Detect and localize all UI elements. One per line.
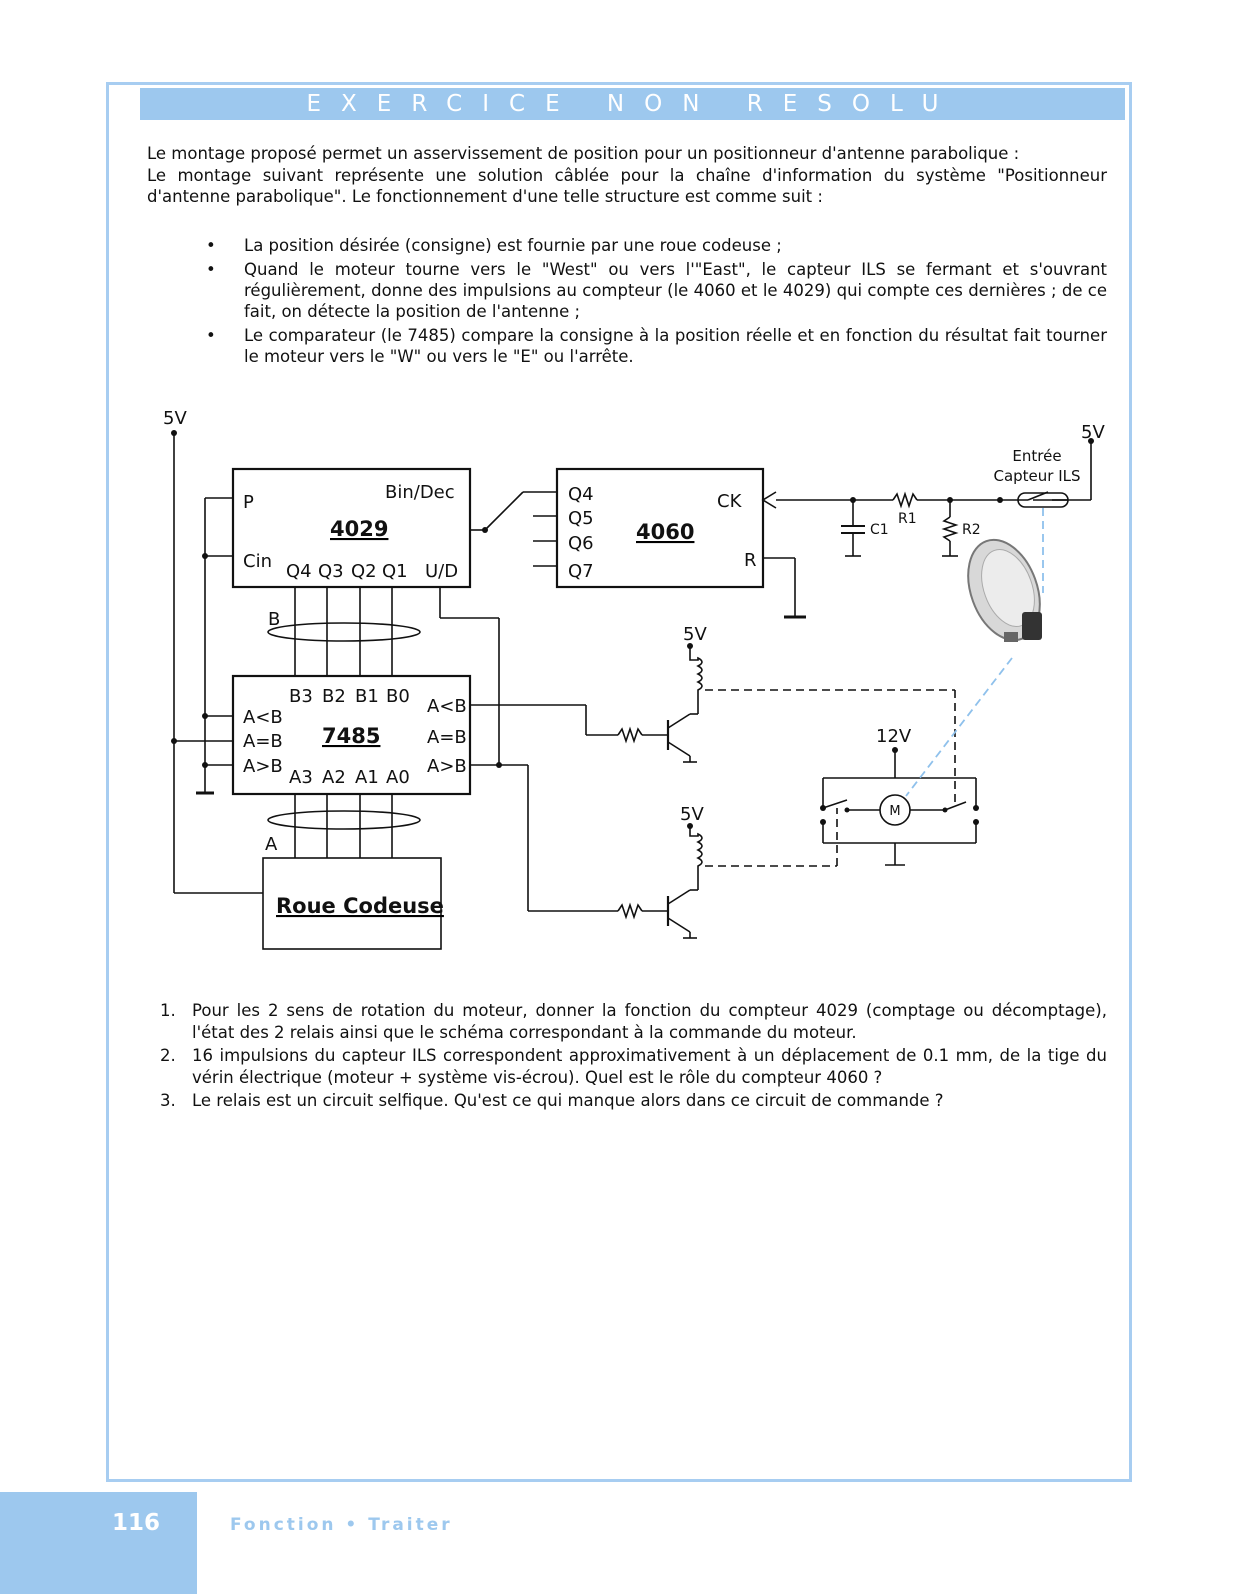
supply-5v-relay1: 5V bbox=[683, 624, 707, 645]
r2-label: R2 bbox=[962, 522, 981, 538]
pin-a3: A3 bbox=[289, 767, 313, 788]
ic-7485-name: 7485 bbox=[322, 724, 381, 748]
pin-b2: B2 bbox=[322, 686, 346, 707]
pin-out-eq: A=B bbox=[427, 727, 467, 748]
pin-in-lt: A<B bbox=[243, 707, 283, 728]
ic-4060-name: 4060 bbox=[636, 520, 695, 544]
bullet-icon: • bbox=[206, 326, 216, 345]
bus-a-label: A bbox=[265, 834, 278, 855]
bullet-list bbox=[204, 235, 1107, 370]
pin-4060-q7: Q7 bbox=[568, 561, 594, 582]
pin-4060-q4: Q4 bbox=[568, 484, 594, 505]
pin-out-gt: A>B bbox=[427, 756, 467, 777]
roue-codeuse-label: Roue Codeuse bbox=[276, 894, 444, 918]
pin-4029-q1: Q1 bbox=[382, 561, 408, 582]
circuit-diagram bbox=[150, 400, 1110, 960]
ic-4029-name: 4029 bbox=[330, 517, 389, 541]
motor-label: M bbox=[889, 804, 901, 819]
pin-ud: U/D bbox=[425, 561, 459, 582]
pin-4029-q2: Q2 bbox=[351, 561, 377, 582]
pin-4060-q5: Q5 bbox=[568, 508, 594, 529]
pin-in-eq: A=B bbox=[243, 731, 283, 752]
pin-bin-dec: Bin/Dec bbox=[385, 482, 455, 503]
exercise-title: EXERCICE NON RESOLU bbox=[140, 88, 1125, 120]
list-item: • La position désirée (consigne) est fournie par une roue codeuse ; bbox=[206, 236, 782, 255]
pin-out-lt: A<B bbox=[427, 696, 467, 717]
list-item: 3. Le relais est un circuit selfique. Qu'est ce qui manque alors dans ce circuit de commande ? bbox=[160, 1091, 944, 1110]
pin-p: P bbox=[243, 492, 254, 513]
page-number: 116 bbox=[112, 1510, 161, 1536]
supply-5v-relay2: 5V bbox=[680, 804, 704, 825]
bullet-icon: • bbox=[206, 260, 216, 279]
pin-4029-q3: Q3 bbox=[318, 561, 344, 582]
question-list bbox=[160, 1000, 1107, 1113]
intro-line-1: Le montage proposé permet un asservissement de position pour un positionneur d'antenne parabolique : bbox=[147, 144, 1020, 163]
pin-a1: A1 bbox=[355, 767, 379, 788]
pin-in-gt: A>B bbox=[243, 756, 283, 777]
pin-b1: B1 bbox=[355, 686, 379, 707]
supply-12v: 12V bbox=[876, 726, 912, 747]
list-item: • Quand le moteur tourne vers le "West" ou vers l'"East", le capteur ILS se fermant et s'ouvrant régulièrement, donne des impulsions au compteur (le 4060 et le 4029) qui compte ces dernières ; de ce fait, on détecte la position de l'antenne ; bbox=[206, 260, 1107, 321]
capteur-ils-label: Capteur ILS bbox=[993, 467, 1081, 485]
entree-label: Entrée bbox=[1012, 447, 1062, 465]
pin-r: R bbox=[744, 550, 757, 571]
footer-page-box bbox=[0, 1492, 197, 1594]
pin-4060-q6: Q6 bbox=[568, 533, 594, 554]
supply-5v-right: 5V bbox=[1081, 422, 1105, 443]
bus-b-label: B bbox=[268, 609, 281, 630]
satellite-dish-icon bbox=[955, 530, 1053, 650]
r1-label: R1 bbox=[898, 511, 917, 527]
pin-a2: A2 bbox=[322, 767, 346, 788]
footer-section: Fonction • Traiter bbox=[230, 1515, 453, 1535]
pin-b0: B0 bbox=[386, 686, 410, 707]
pin-ck: CK bbox=[717, 491, 742, 512]
pin-a0: A0 bbox=[386, 767, 410, 788]
pin-cin: Cin bbox=[243, 551, 272, 572]
bullet-icon: • bbox=[206, 236, 216, 255]
supply-5v-left: 5V bbox=[163, 408, 187, 429]
pin-4029-q4: Q4 bbox=[286, 561, 312, 582]
list-item: • Le comparateur (le 7485) compare la consigne à la position réelle et en fonction du résultat fait tourner le moteur vers le "W" ou vers le "E" ou l'arrête. bbox=[206, 326, 1107, 366]
c1-label: C1 bbox=[870, 522, 889, 538]
intro-line-2: Le montage suivant représente une solution câblée pour la chaîne d'information du système "Positionneur d'antenne parabolique". Le fonctionnement d'une telle structure est comme suit : bbox=[147, 166, 1107, 206]
pin-b3: B3 bbox=[289, 686, 313, 707]
list-item: 2. 16 impulsions du capteur ILS correspondent approximativement à un déplacement de 0.1 mm, de la tige du vérin électrique (moteur + système vis-écrou). Quel est le rôle du compteur 4060 ? bbox=[160, 1046, 1107, 1087]
list-item: 1. Pour les 2 sens de rotation du moteur, donner la fonction du compteur 4029 (comptage ou décomptage), l'état des 2 relais ainsi que le schéma correspondant à la commande du moteur. bbox=[160, 1001, 1107, 1042]
